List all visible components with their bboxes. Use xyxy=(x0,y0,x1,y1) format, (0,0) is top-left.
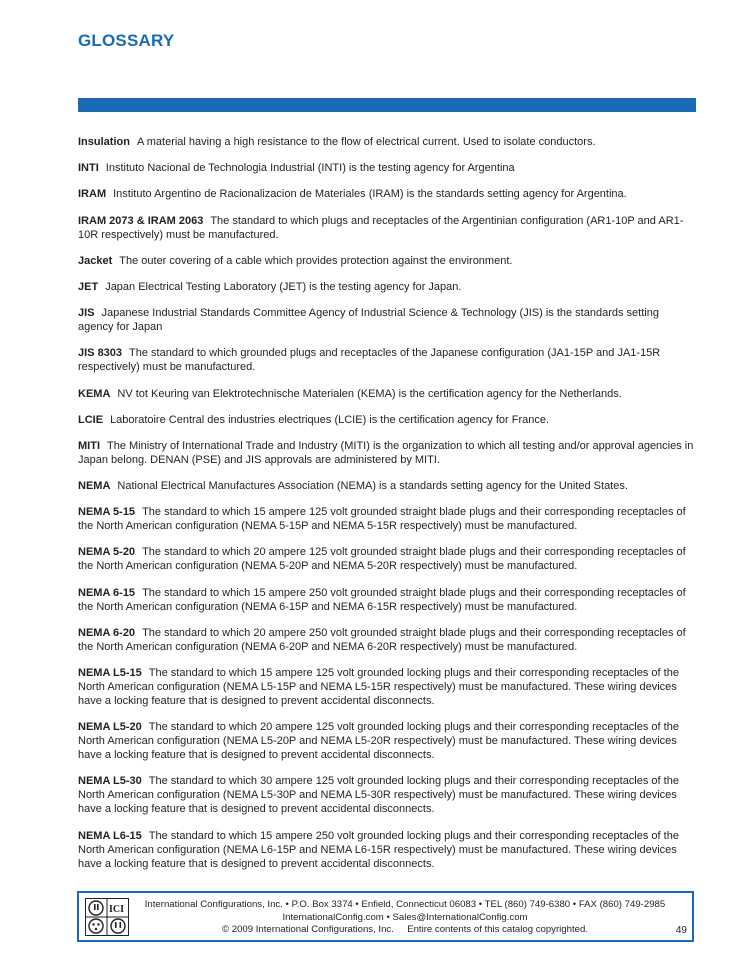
glossary-term: INTI xyxy=(78,162,99,175)
glossary-definition: The standard to which 20 ampere 125 volt grounded straight blade plugs and their corresponding receptacles of the North American configuration (NEMA 5-20P and NEMA 5-20R respectively) must be manufactured. xyxy=(78,546,686,573)
glossary-definition: Instituto Nacional de Technologia Industrial (INTI) is the testing agency for Argentina xyxy=(105,162,515,175)
glossary-entry xyxy=(78,439,696,467)
glossary-definition: Japanese Industrial Standards Committee Agency of Industrial Science & Technology (JIS) is the standards setting agency for Japan xyxy=(78,307,659,334)
glossary-definition: The standard to which 30 ampere 125 volt grounded locking plugs and their corresponding receptacles of the North American configuration (NEMA L5-30P and NEMA L5-30R respectively) must be manufactured. These wiring devices have a locking feature that is designed to prevent accidental disconnects. xyxy=(78,775,679,816)
glossary-term: NEMA 6-20 xyxy=(78,626,136,639)
glossary-term: IRAM 2073 & IRAM 2063 xyxy=(78,214,204,227)
glossary-term: JET xyxy=(78,280,99,293)
glossary-entry xyxy=(78,161,696,175)
page-title: GLOSSARY xyxy=(78,31,175,50)
glossary-term: NEMA L5-30 xyxy=(78,775,142,788)
glossary-definition: Instituto Argentino de Racionalizacion de Materiales (IRAM) is the standards setting agency for Argentina. xyxy=(113,188,627,201)
page-number: 49 xyxy=(675,925,687,936)
glossary-term: NEMA L6-15 xyxy=(78,829,142,842)
glossary-term: KEMA xyxy=(78,387,111,400)
footer-text xyxy=(135,899,675,937)
company-logo xyxy=(85,898,129,936)
glossary-entry xyxy=(78,346,696,374)
glossary-definition: Japan Electrical Testing Laboratory (JET) is the testing agency for Japan. xyxy=(105,280,462,293)
glossary-term: Jacket xyxy=(78,254,113,267)
glossary-entry xyxy=(78,586,696,614)
glossary-entry xyxy=(78,413,696,427)
glossary-term: NEMA xyxy=(78,480,111,493)
glossary-entry xyxy=(78,135,696,149)
glossary-entry xyxy=(78,545,696,573)
glossary-entry xyxy=(78,829,696,871)
footer-web: InternationalConfig.com • Sales@InternationalConfig.com xyxy=(282,911,528,923)
glossary-entry xyxy=(78,306,696,334)
glossary-entry xyxy=(78,254,696,268)
footer-address: International Configurations, Inc. • P.O. Box 3374 • Enfield, Connecticut 06083 • TEL (860) 749-6380 • FAX (860) 749-2985 xyxy=(144,899,666,910)
glossary-definition: National Electrical Manufactures Association (NEMA) is a standards setting agency for the United States. xyxy=(117,480,628,493)
glossary-entry xyxy=(78,479,696,493)
glossary-entry xyxy=(78,626,696,654)
glossary-term: IRAM xyxy=(78,188,107,201)
glossary-definition: NV tot Keuring van Elektrotechnische Materialen (KEMA) is the certification agency for the Netherlands. xyxy=(117,387,622,400)
glossary-entry xyxy=(78,387,696,401)
glossary-entry xyxy=(78,505,696,533)
glossary-definition: Laboratoire Central des industries electriques (LCIE) is the certification agency for France. xyxy=(110,413,550,426)
glossary-term: LCIE xyxy=(78,413,104,426)
glossary-term: JIS xyxy=(78,307,95,320)
glossary-definition: A material having a high resistance to the flow of electrical current. Used to isolate conductors. xyxy=(136,136,596,148)
glossary-definition: The Ministry of International Trade and Industry (MITI) is the organization to which all testing and/or approval agencies in Japan belong. DENAN (PSE) and JIS approvals are administered by MITI. xyxy=(78,439,694,466)
logo-text: ICI xyxy=(109,904,125,915)
glossary-list xyxy=(78,135,696,883)
glossary-definition: The standard to which 20 ampere 125 volt grounded locking plugs and their corresponding receptacles of the North American configuration (NEMA L5-20P and NEMA L5-20R respectively) must be manufactured. These wiring devices have a locking feature that is designed to prevent accidental disconnects. xyxy=(78,721,679,762)
footer xyxy=(77,891,694,942)
glossary-entry xyxy=(78,774,696,816)
glossary-definition: The standard to which 15 ampere 250 volt grounded locking plugs and their corresponding receptacles of the North American configuration (NEMA L6-15P and NEMA L6-15R respectively) must be manufactured. These wiring devices have a locking feature that is designed to prevent accidental disconnects. xyxy=(78,829,679,870)
glossary-definition: The standard to which plugs and receptacles of the Argentinian configuration (AR1-10P and AR1-10R respectively) must be manufactured. xyxy=(78,214,684,241)
glossary-term: NEMA L5-15 xyxy=(78,667,142,679)
glossary-term: JIS 8303 xyxy=(78,347,123,360)
glossary-entry xyxy=(78,720,696,762)
glossary-definition: The standard to which 15 ampere 125 volt grounded locking plugs and their corresponding receptacles of the North American configuration (NEMA L5-15P and NEMA L5-15R respectively) must be manufactured. These wiring devices have a locking feature that is designed to prevent accidental disconnects. xyxy=(78,667,679,707)
glossary-term: NEMA 6-15 xyxy=(78,586,136,599)
glossary-term: NEMA 5-15 xyxy=(78,506,136,519)
glossary-term: NEMA L5-20 xyxy=(78,721,142,734)
glossary-entry xyxy=(78,666,696,708)
glossary-definition: The standard to which grounded plugs and receptacles of the Japanese configuration (JA1-15P and JA1-15R respectively) must be manufactured. xyxy=(78,347,661,374)
glossary-definition: The outer covering of a cable which provides protection against the environment. xyxy=(119,254,513,267)
header-bar xyxy=(78,98,696,112)
glossary-definition: The standard to which 20 ampere 250 volt grounded straight blade plugs and their corresponding receptacles of the North American configuration (NEMA 6-20P and NEMA 6-20R respectively) must be manufactured. xyxy=(78,626,686,653)
glossary-definition: The standard to which 15 ampere 250 volt grounded straight blade plugs and their corresponding receptacles of the North American configuration (NEMA 6-15P and NEMA 6-15R respectively) must be manufactured. xyxy=(78,586,686,613)
glossary-entry xyxy=(78,187,696,201)
glossary-entry xyxy=(78,214,696,242)
glossary-term: MITI xyxy=(78,439,100,452)
glossary-entry xyxy=(78,280,696,294)
footer-copyright: © 2009 International Configurations, Inc. Entire contents of this catalog copyrighted. xyxy=(222,924,588,935)
glossary-term: Insulation xyxy=(78,136,130,148)
glossary-definition: The standard to which 15 ampere 125 volt grounded straight blade plugs and their corresponding receptacles of the North American configuration (NEMA 5-15P and NEMA 5-15R respectively) must be manufactured. xyxy=(78,506,686,533)
glossary-term: NEMA 5-20 xyxy=(78,546,136,559)
